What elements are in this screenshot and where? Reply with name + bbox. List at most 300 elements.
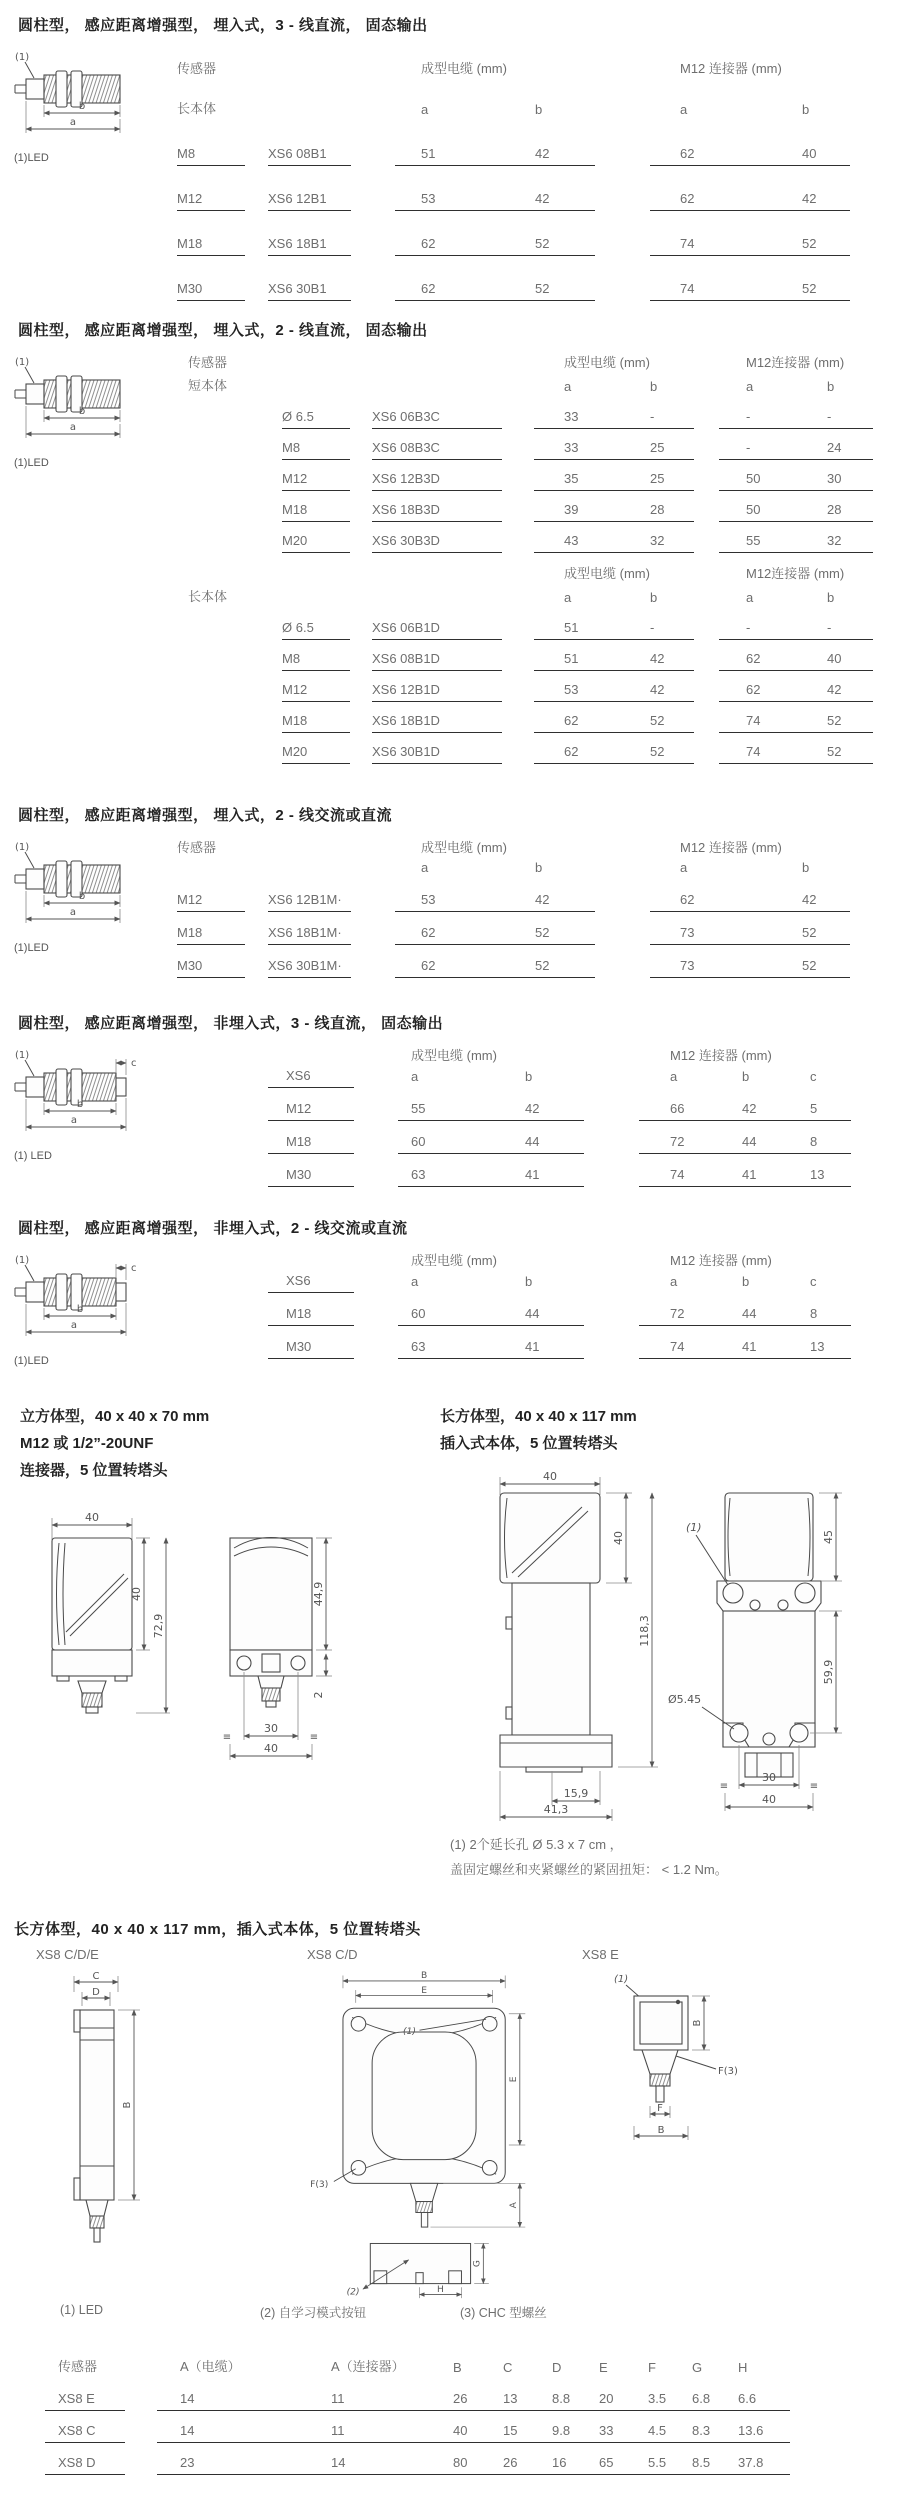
table-cell: 40 [453,2423,468,2438]
table-cell: - [650,620,655,635]
group-header: 成型电缆 (mm) [564,566,650,581]
row-group [268,1306,354,1326]
figure-column [0,352,145,764]
dim-label: D [92,1987,100,1998]
row-group [719,713,873,733]
table-cell: 73 [680,958,695,973]
column-header: b [802,102,810,117]
column-header: A（连接器） [331,2359,405,2374]
dim-label: 40 [612,1531,625,1545]
row-group [282,502,350,522]
table-cell: XS6 30B1D [372,744,440,759]
led-note: (1)LED [14,152,49,164]
dim-label: c [131,1263,137,1274]
table-row [45,2443,900,2475]
table-cell: 42 [535,892,550,907]
table-cell: 14 [331,2455,346,2470]
dim-label: 30 [264,1722,278,1735]
table-row [188,491,873,522]
table-row [177,879,850,912]
table-row [45,2411,900,2443]
table-cell: 42 [535,146,550,161]
row-group [372,471,502,491]
table-cell: M18 [286,1306,312,1321]
rect-title-line: 长方体型，40 x 40 x 117 mm [440,1408,637,1425]
xs8-cde-figure [24,1947,194,2275]
row-group [534,533,694,553]
row-group [268,281,351,301]
row-group [268,1101,354,1121]
table-cell: 65 [599,2455,614,2470]
table-cell: 26 [453,2391,468,2406]
cylindrical-sensor-nonflush-drawing [12,1049,140,1135]
row-group [268,1134,354,1154]
cube-sensor-drawing [20,1510,350,1778]
note-chc-screw: (3) CHC 型螺丝 [460,2306,547,2320]
table-row [268,1326,851,1359]
note-line: 盖固定螺丝和夹紧螺丝的紧固扭矩： < 1.2 Nm。 [450,1862,728,1877]
xs8-dimension-table [45,2343,900,2475]
led-note: (1)LED [14,457,49,469]
table-cell: 24 [827,440,842,455]
column-header: a [746,379,754,394]
table-cell: 62 [746,651,761,666]
table-cell: 40 [827,651,842,666]
dim-label: F [657,2103,663,2114]
cube-title-line: 连接器，5 位置转塔头 [20,1462,168,1479]
table-cell: 32 [650,533,665,548]
row-group [268,1167,354,1187]
column-header: a [421,102,429,117]
dim-label: E [509,2076,520,2083]
column-header: C [503,2360,513,2375]
column-header: E [599,2360,608,2375]
rect-notes [450,1832,900,1882]
table-cell: M12 [177,191,203,206]
column-header: c [810,1069,817,1084]
table-cell: 72 [670,1306,685,1321]
row-group [282,744,350,764]
column-header: 传感器 [177,61,217,76]
led-callout-label: (1) [15,842,30,853]
table-cell: 42 [802,892,817,907]
s4-dimension-table [268,1045,851,1187]
row-group [534,620,694,640]
section-flush-2wire-acdc [0,764,900,978]
hole-callout-label: (1) [686,1521,702,1534]
section-title: 圆柱型， 感应距离增强型， 埋入式，3 - 线直流， 固态输出 [18,17,428,34]
column-header: b [827,590,835,605]
table-cell: 62 [564,713,579,728]
row-group [372,533,502,553]
row-group [372,682,502,702]
table-cell: 52 [650,713,665,728]
table-cell: XS6 18B1D [372,713,440,728]
row-group [268,146,351,166]
column-header: XS6 [286,1273,311,1288]
table-cell: 63 [411,1167,426,1182]
dim-label: 72,9 [152,1613,165,1639]
table-row [188,522,873,553]
row-group [719,682,873,702]
table-cell: M12 [282,682,308,697]
s1-dimension-table [177,47,850,301]
table-cell: 8.5 [692,2455,711,2470]
column-header: a [680,860,688,875]
table-row [188,733,873,764]
section-title: 圆柱型， 感应距离增强型， 埋入式，2 - 线直流， 固态输出 [18,322,428,339]
dim-label: b [76,1304,84,1315]
row-group [282,471,350,491]
table-cell: 51 [421,146,436,161]
group-header: 成型电缆 (mm) [421,840,507,855]
table-row [268,1088,851,1121]
column-header: D [552,2360,562,2375]
column-header: a [670,1069,678,1084]
dim-label: a [69,117,77,128]
table-cell: 8 [810,1134,818,1149]
column-header: A（电缆） [180,2359,241,2374]
screw-callout-label: F(3) [310,2179,329,2190]
figure-label: XS8 C/D [307,1947,358,1962]
table-cell: 39 [564,502,579,517]
group-header: 成型电缆 (mm) [411,1253,497,1268]
s2-short-body-table [188,352,873,553]
row-group [268,958,351,978]
column-header: b [742,1069,750,1084]
table-row [188,702,873,733]
s3-dimension-table [177,837,850,978]
row-group [534,713,694,733]
table-cell: XS6 12B1 [268,191,327,206]
led-note: (1)LED [14,942,49,954]
row-group [719,502,873,522]
table-cell: 8 [810,1306,818,1321]
table-cell: 55 [746,533,761,548]
table-cell: 14 [180,2423,195,2438]
figure-label: XS8 C/D/E [36,1947,99,1962]
table-cell: 25 [650,471,665,486]
table-cell: 41 [525,1339,540,1354]
row-group [534,502,694,522]
group-header: M12连接器 (mm) [746,566,845,581]
table-cell: XS8 D [58,2455,96,2470]
dim-label: 41,3 [543,1803,569,1816]
table-cell: XS6 30B1M· [268,958,342,973]
table-cell: 5 [810,1101,818,1116]
table-cell: 74 [670,1339,685,1354]
row-group [177,958,245,978]
table-cell: - [746,440,751,455]
dim-label: 40 [543,1471,557,1483]
table-cell: XS6 08B3C [372,440,440,455]
table-cell: 44 [525,1306,540,1321]
table-cell: M12 [286,1101,312,1116]
table-row [45,2379,900,2411]
column-header: a [680,102,688,117]
row-group [639,1306,851,1326]
row-group [177,281,245,301]
table-cell: M8 [282,440,301,455]
table-cell: 42 [650,682,665,697]
row-group [157,2455,790,2475]
table-cell: 72 [670,1134,685,1149]
rect-column [440,1403,900,1882]
row-group [395,925,595,945]
group-header: 成型电缆 (mm) [421,61,507,76]
dim-label: B [657,2125,665,2136]
table-cell: 52 [827,744,842,759]
column-header: H [738,2360,748,2375]
xs8-cd-front-drawing [295,1970,555,2300]
table-cell: XS6 12B1M· [268,892,342,907]
table-cell: 53 [421,892,436,907]
note-led: (1) LED [60,2303,104,2317]
s5-dimension-table [268,1250,851,1367]
table-cell: 66 [670,1101,685,1116]
table-row [177,945,850,978]
row-group [177,892,245,912]
table-cell: 11 [331,2423,345,2438]
row-group [372,744,502,764]
section-flush-2wire-dc [0,301,900,764]
row-group [639,1101,851,1121]
table-row [268,1121,851,1154]
row-group [157,2423,790,2443]
row-group [282,682,350,702]
xs8-notes [0,2303,900,2329]
row-group [45,2391,125,2411]
table-cell: 60 [411,1134,426,1149]
figure-column [0,837,145,978]
table-cell: 32 [827,533,842,548]
table-cell: 6.8 [692,2391,711,2406]
table-cell: XS6 08B1D [372,651,440,666]
section-nonflush-3wire-dc [0,978,900,1187]
table-cell: 60 [411,1306,426,1321]
row-group [534,651,694,671]
column-header: b [525,1274,533,1289]
table-cell: M20 [282,533,308,548]
dim-label: H [437,2284,444,2295]
column-header: b [525,1069,533,1084]
column-header: b [742,1274,750,1289]
row-group [534,440,694,460]
dim-label: 40 [264,1742,278,1755]
row-group [650,925,850,945]
row-group [719,409,873,429]
led-callout-label: (1) [614,1974,629,1985]
table-row [188,460,873,491]
group-header: M12连接器 (mm) [746,355,845,370]
table-row [268,1293,851,1326]
dim-label: 118,3 [638,1615,651,1647]
table-cell: 52 [827,713,842,728]
table-cell: 50 [746,502,761,517]
figure-column [0,1250,145,1367]
table-cell: 11 [331,2391,345,2406]
table-cell: 62 [421,281,436,296]
column-header: b [535,860,543,875]
row-group [177,191,245,211]
table-cell: M20 [282,744,308,759]
table-cell: 42 [742,1101,757,1116]
table-cell: 52 [535,925,550,940]
table-cell: M18 [177,925,203,940]
surface-mark: ≡ [222,1732,232,1743]
table-cell: 74 [680,281,695,296]
section-xs8-rect [0,1882,900,2475]
table-cell: 55 [411,1101,426,1116]
table-cell: XS6 30B3D [372,533,440,548]
table-cell: 62 [564,744,579,759]
column-header: a [564,590,572,605]
table-cell: 62 [746,682,761,697]
table-cell: 74 [680,236,695,251]
column-header: 传感器 [58,2359,98,2374]
led-callout-label: (1) [402,2026,416,2037]
section-title: 圆柱型， 感应距离增强型， 非埋入式，2 - 线交流或直流 [18,1220,408,1237]
table-cell: 62 [680,191,695,206]
table-cell: M18 [286,1134,312,1149]
row-group [719,651,873,671]
row-group [395,281,595,301]
dim-label: a [70,1115,78,1126]
table-cell: M30 [286,1167,312,1182]
row-group [372,651,502,671]
dim-label: b [78,891,86,902]
row-group [268,925,351,945]
table-cell: M8 [282,651,301,666]
table-cell: XS6 12B3D [372,471,440,486]
column-header: 传感器 [188,355,228,370]
table-cell: - [746,409,751,424]
table-cell: 52 [535,236,550,251]
table-cell: 62 [421,925,436,940]
group-header: M12 连接器 (mm) [670,1048,772,1063]
figure-column [0,47,145,301]
table-cell: XS6 18B1M· [268,925,342,940]
table-cell: 14 [180,2391,195,2406]
table-cell: 44 [742,1306,757,1321]
table-cell: Ø 6.5 [282,620,314,635]
table-cell: 42 [802,191,817,206]
table-cell: 6.6 [738,2391,757,2406]
xs8-e-drawing [570,1970,790,2170]
row-group [395,958,595,978]
table-cell: 53 [421,191,436,206]
table-cell: Ø 6.5 [282,409,314,424]
column-header: F [648,2360,656,2375]
row-group [650,958,850,978]
column-header: 长本体 [177,101,217,116]
dim-label: B [122,2101,133,2109]
cube-column [0,1403,440,1882]
column-header: a [746,590,754,605]
table-cell: XS6 12B1D [372,682,440,697]
row-group [395,892,595,912]
row-group [177,146,245,166]
row-group [719,471,873,491]
dim-label: 2 [312,1691,325,1699]
dim-label: a [69,907,77,918]
table-cell: 44 [525,1134,540,1149]
table-cell: 52 [802,958,817,973]
table-cell: 53 [564,682,579,697]
table-cell: 52 [802,236,817,251]
column-header: a [670,1274,678,1289]
table-row [177,912,850,945]
table-row [177,121,850,166]
table-cell: 62 [680,892,695,907]
table-cell: M30 [286,1339,312,1354]
table-cell: 16 [552,2455,567,2470]
table-cell: 13 [503,2391,518,2406]
rect-title-line: 插入式本体，5 位置转塔头 [440,1435,618,1452]
surface-mark: ≡ [309,1732,319,1743]
table-row [177,211,850,256]
table-cell: XS6 08B1 [268,146,327,161]
table-cell: 52 [535,281,550,296]
table-cell: 41 [742,1167,757,1182]
dim-label: 15,9 [563,1787,589,1800]
dim-label: a [69,422,77,433]
cylindrical-sensor-flush-drawing [12,356,140,442]
row-group [398,1306,584,1326]
section-title: 圆柱型， 感应距离增强型， 非埋入式，3 - 线直流， 固态输出 [18,1015,444,1032]
row-group [372,620,502,640]
table-cell: 30 [827,471,842,486]
dim-label: 40 [762,1793,776,1806]
cube-title-line: M12 或 1/2”-20UNF [20,1435,154,1452]
table-cell: 62 [421,236,436,251]
table-cell: XS6 30B1 [268,281,327,296]
note-line: (1) 2个延长孔 Ø 5.3 x 7 cm ， [450,1837,623,1852]
dim-label: b [78,406,86,417]
dim-label: b [78,101,86,112]
row-group [719,744,873,764]
table-cell: 25 [650,440,665,455]
column-header: b [535,102,543,117]
teach-button-callout-label: (2) [346,2287,360,2298]
row-group [534,409,694,429]
table-cell: XS8 C [58,2423,96,2438]
dim-label: B [692,2019,703,2027]
table-cell: 35 [564,471,579,486]
dim-label: 40 [130,1587,143,1601]
led-callout-label: (1) [15,1255,30,1266]
row-group [719,533,873,553]
table-cell: 42 [827,682,842,697]
table-cell: 52 [650,744,665,759]
group-header: M12 连接器 (mm) [680,840,782,855]
screw-callout-label: F(3) [718,2066,738,2077]
row-group [268,191,351,211]
figure-label: XS8 E [582,1947,619,1962]
column-header: b [827,379,835,394]
group-header: M12 连接器 (mm) [670,1253,772,1268]
table-cell: 8.8 [552,2391,571,2406]
table-cell: 13.6 [738,2423,764,2438]
row-group [719,440,873,460]
table-cell: 42 [650,651,665,666]
surface-mark: ≡ [719,1781,729,1792]
group-header: 成型电缆 (mm) [411,1048,497,1063]
column-header: G [692,2360,703,2375]
xs8-cd-figure [295,1947,555,2305]
table-cell: XS6 18B1 [268,236,327,251]
table-cell: - [827,620,832,635]
